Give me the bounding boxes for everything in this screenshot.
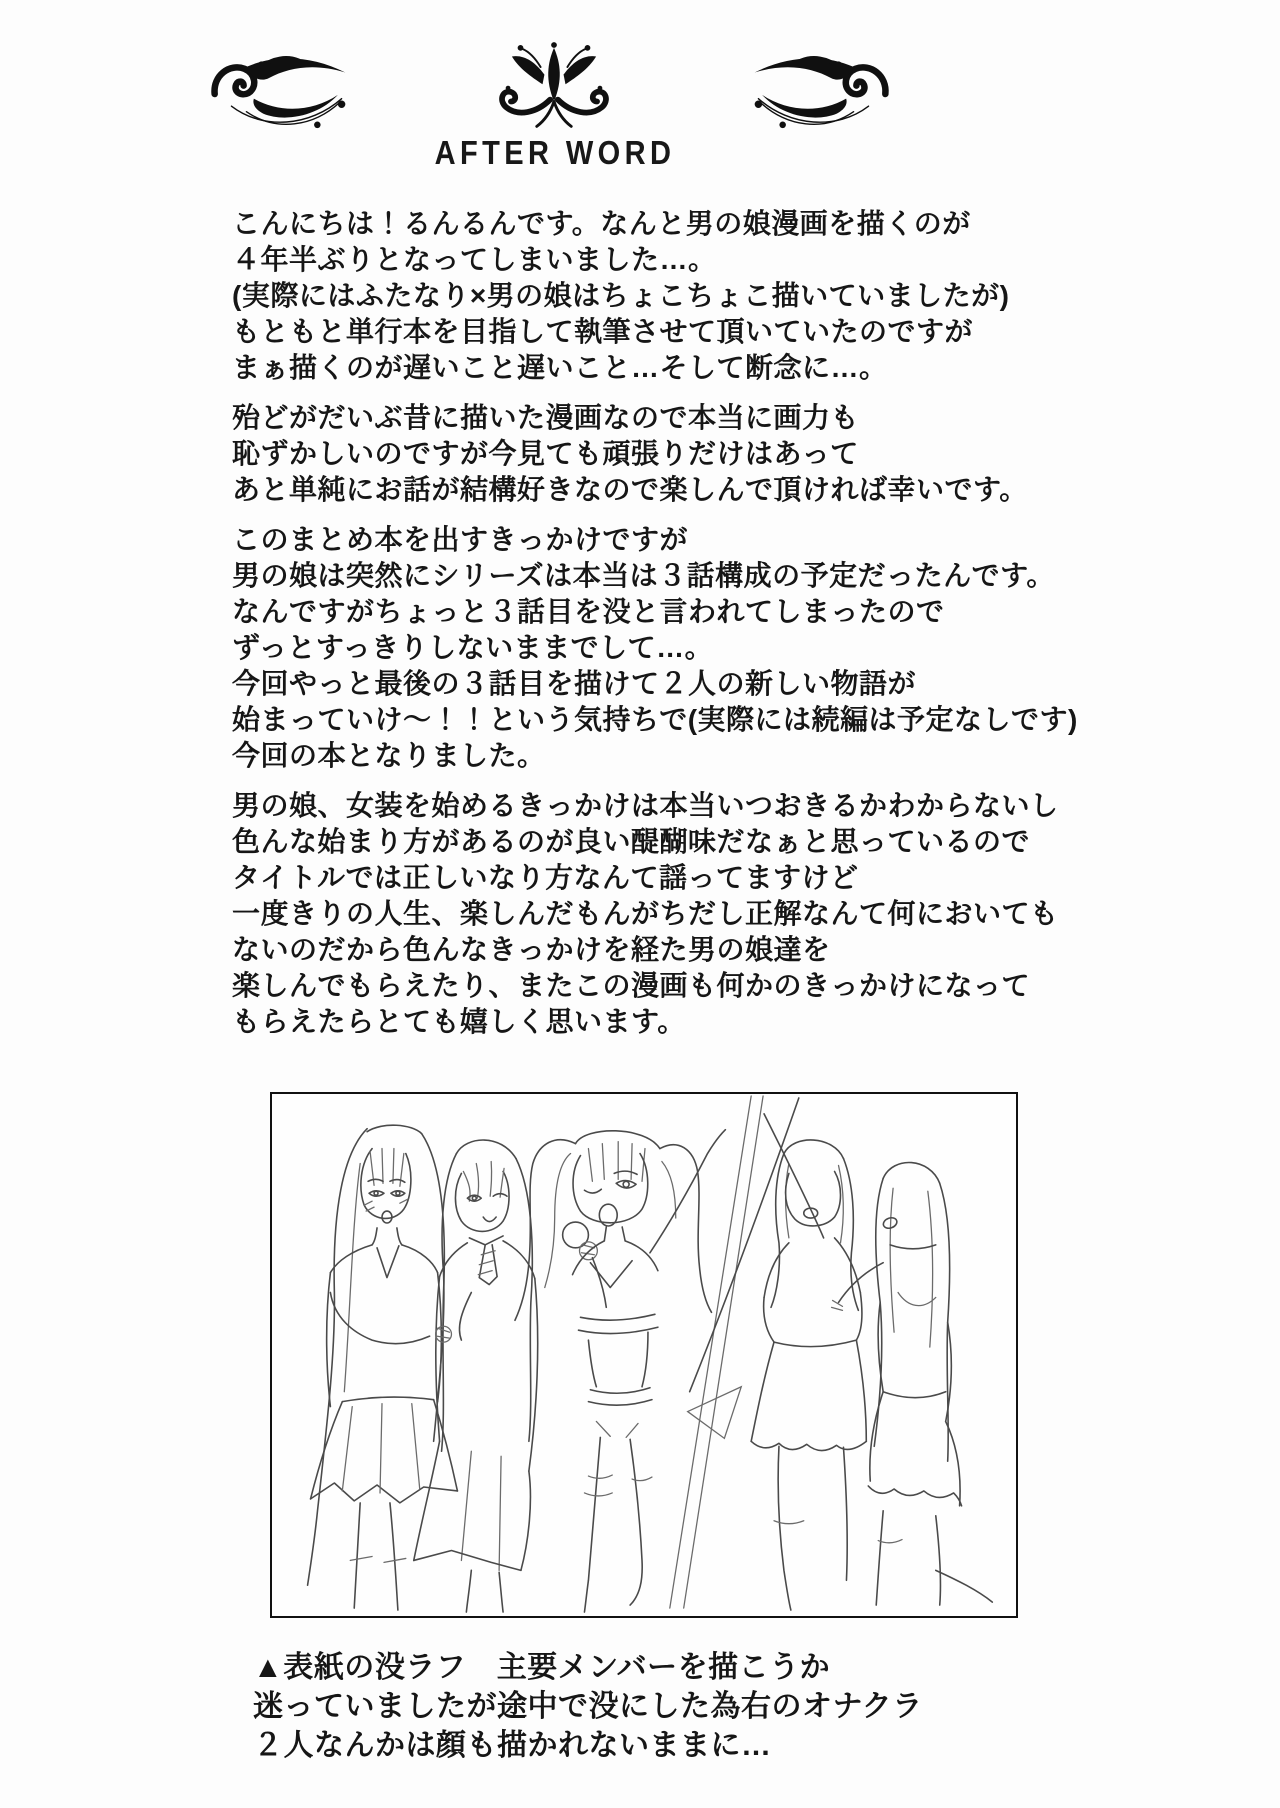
cover-rough-sketch xyxy=(272,1094,1016,1616)
text-line: (実際にはふたなり×男の娘はちょこちょこ描いていましたが) xyxy=(232,280,1010,311)
right-flourish-icon xyxy=(742,52,898,136)
paragraph xyxy=(232,522,1272,774)
text-line: 一度きりの人生、楽しんだもんがちだし正解なんて何においても xyxy=(232,898,1059,929)
text-line: 始まっていけ〜！！という気持ちで(実際には続編は予定なしです) xyxy=(232,704,1078,735)
figure-1-sketch xyxy=(308,1125,458,1610)
caption-line: ▲表紙の没ラフ 主要メンバーを描こうか xyxy=(253,1651,831,1684)
figure-5-sketch xyxy=(832,1163,993,1606)
paragraph xyxy=(232,206,1272,386)
sketch-caption xyxy=(253,1648,923,1765)
text-line: 男の娘は突然にシリーズは本当は３話構成の予定だったんです。 xyxy=(232,560,1055,591)
text-line: 楽しんでもらえたり、またこの漫画も何かのきっかけになって xyxy=(232,970,1031,1001)
text-line: あと単純にお話が結構好きなので楽しんで頂ければ幸いです。 xyxy=(232,474,1028,505)
center-crest-icon xyxy=(487,42,621,138)
figure-4-sketch xyxy=(751,1114,866,1610)
text-line: 色んな始まり方があるのが良い醍醐味だなぁと思っているので xyxy=(232,826,1031,857)
paragraph xyxy=(232,788,1272,1040)
text-line: 恥ずかしいのですが今見ても頑張りだけはあって xyxy=(232,438,859,469)
text-line: ないのだから色んなきっかけを経た男の娘達を xyxy=(232,934,831,965)
caption-line: ２人なんかは顔も描かれないままに… xyxy=(253,1729,772,1762)
text-line: 殆どがだいぶ昔に描いた漫画なので本当に画力も xyxy=(232,402,860,433)
text-line: ４年半ぶりとなってしまいました…。 xyxy=(232,244,717,275)
text-line: なんですがちょっと３話目を没と言われてしまったので xyxy=(232,596,945,627)
text-line: もらえたらとても嬉しく思います。 xyxy=(232,1006,686,1037)
text-line: タイトルでは正しいなり方なんて謡ってますけど xyxy=(232,862,859,893)
text-line: 今回やっと最後の３話目を描けて２人の新しい物語が xyxy=(232,668,917,699)
caption-line: 迷っていましたが途中で没にした為右のオナクラ xyxy=(253,1690,923,1723)
text-line: こんにちは！るんるんです。なんと男の娘漫画を描くのが xyxy=(232,208,971,239)
text-line: 男の娘、女装を始めるきっかけは本当いつおきるかわからないし xyxy=(232,790,1059,821)
page-title: AFTER WORD xyxy=(434,134,676,171)
afterword-paragraphs xyxy=(232,206,1272,1040)
paragraph xyxy=(232,400,1272,508)
figure-2-sketch xyxy=(414,1140,538,1612)
text-line: このまとめ本を出すきっかけですが xyxy=(232,524,689,555)
text-line: まぁ描くのが遅いこと遅いこと…そして断念に…。 xyxy=(232,352,888,383)
text-line: もともと単行本を目指して執筆させて頂いていたのですが xyxy=(232,316,974,347)
text-line: 今回の本となりました。 xyxy=(232,740,546,771)
cover-rough-sketch-frame xyxy=(270,1092,1018,1618)
text-line: ずっとすっきりしないままでして…。 xyxy=(232,632,714,663)
left-flourish-icon xyxy=(202,52,358,136)
